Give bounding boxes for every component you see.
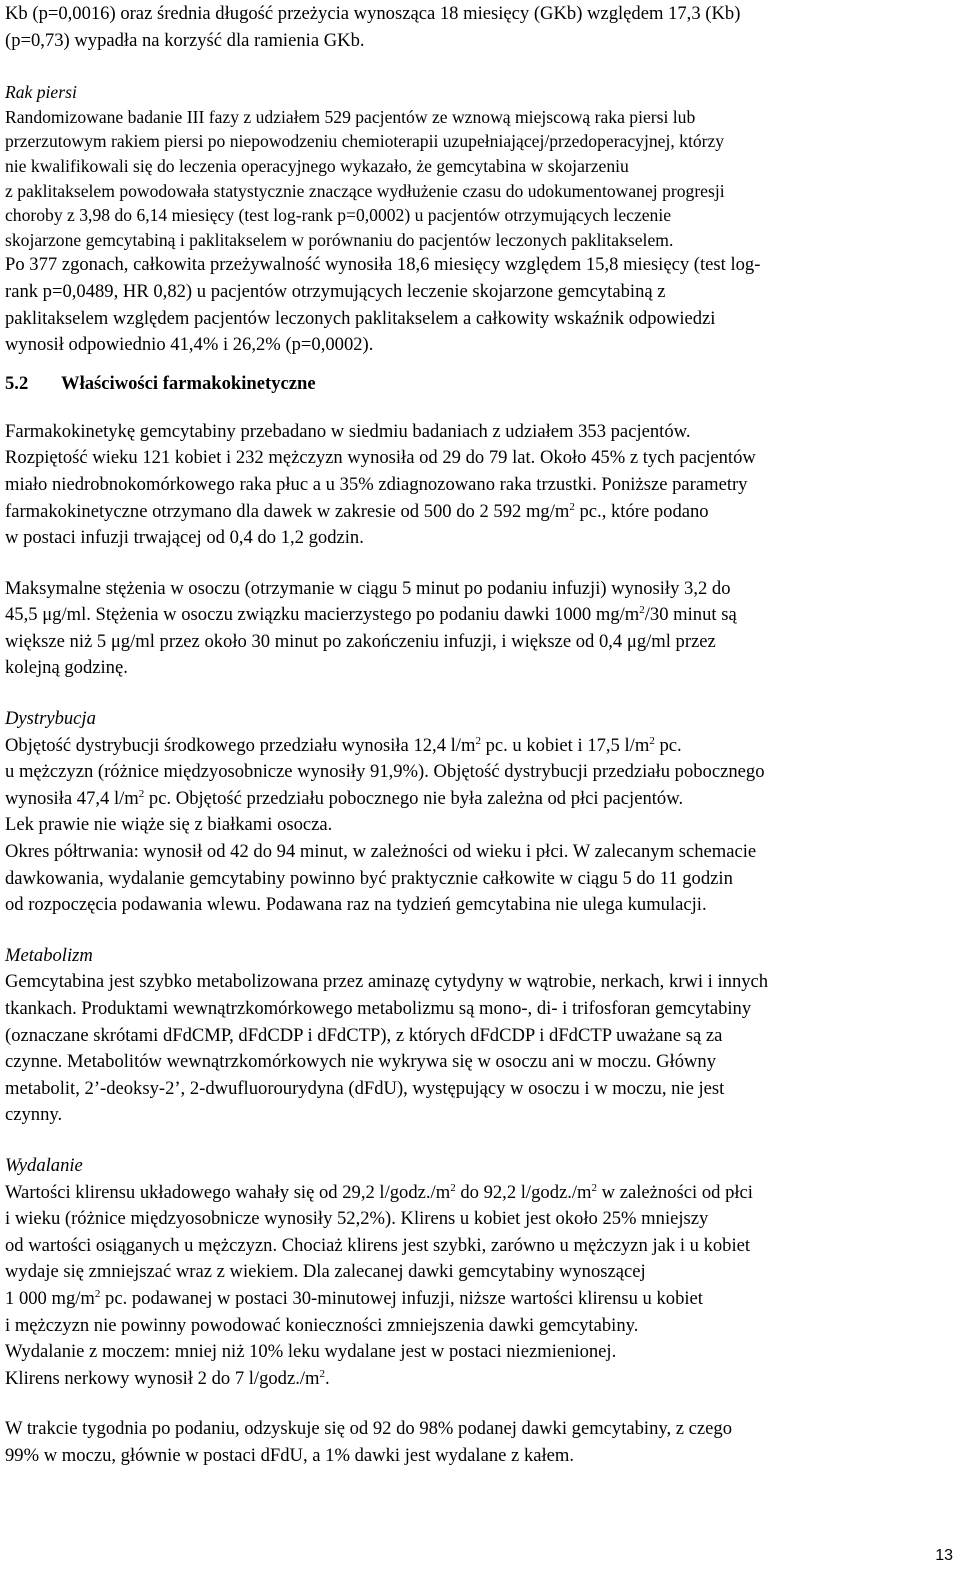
text-span: w zależności od płci — [597, 1181, 753, 1203]
text-line: (oznaczane skrótami dFdCMP, dFdCDP i dFdCTP), z których dFdCDP i dFdCTP uważane są za — [5, 1024, 723, 1046]
text-line: Po 377 zgonach, całkowita przeżywalność wynosiła 18,6 miesięcy względem 15,8 miesięcy (test log- — [5, 254, 761, 276]
superscript: 2 — [319, 1367, 326, 1380]
text-line — [5, 499, 953, 526]
final-paragraph — [5, 1416, 953, 1469]
text-span: pc. — [654, 734, 682, 756]
text-span: 45,5 μg/ml. Stężenia w osoczu związku macierzystego po podaniu dawki 1000 mg/m — [5, 604, 640, 626]
pk-intro-paragraph — [5, 419, 953, 552]
text-line: (p=0,73) wypadła na korzyść dla ramienia GKb. — [5, 29, 365, 51]
text-span: 1 000 mg/m — [5, 1287, 95, 1309]
text-line — [5, 786, 953, 813]
section-subtitle: Metabolizm — [5, 944, 93, 966]
text-line: od rozpoczęcia podawania wlewu. Podawana raz na tydzień gemcytabina nie ulega kumulacji. — [5, 894, 707, 916]
text-line: miało niedrobnokomórkowego raka płuc a u 35% zdiagnozowano raka trzustki. Poniższe parametry — [5, 473, 748, 495]
text-line: paklitakselem względem pacjentów leczonych paklitakselem a całkowity wskaźnik odpowiedzi — [5, 307, 716, 329]
text-line: metabolit, 2’-deoksy-2’, 2-dwufluorourydyna (dFdU), występujący w osoczu i w moczu, nie jest — [5, 1077, 725, 1099]
text-line: Lek prawie nie wiąże się z białkami osocza. — [5, 814, 333, 836]
text-span: pc. podawanej w postaci 30-minutowej infuzji, niższe wartości klirensu u kobiet — [100, 1287, 703, 1309]
text-line: 99% w moczu, głównie w postaci dFdU, a 1% dawki jest wydalane z kałem. — [5, 1444, 575, 1466]
text-line: przerzutowym rakiem piersi po niepowodzeniu chemioterapii uzupełniającej/przedoperacyjnej, którzy — [5, 131, 725, 152]
elimination-section — [5, 1153, 953, 1392]
superscript: 2 — [138, 787, 145, 800]
text-span: Klirens nerkowy wynosił 2 do 7 l/godz./m — [5, 1367, 320, 1389]
text-line: skojarzone gemcytabiną i paklitakselem w porównaniu do pacjentów leczonych paklitakselem. — [5, 229, 674, 250]
text-line: Farmakokinetykę gemcytabiny przebadano w siedmiu badaniach z udziałem 353 pacjentów. — [5, 420, 691, 442]
document-page — [5, 0, 953, 1470]
text-line — [5, 1180, 953, 1207]
text-span: wynosiła 47,4 l/m — [5, 787, 139, 809]
text-span: . — [325, 1367, 330, 1389]
text-span: do 92,2 l/godz./m — [455, 1181, 592, 1203]
section-subtitle: Rak piersi — [5, 82, 77, 103]
text-line: kolejną godzinę. — [5, 657, 128, 679]
metabolism-section — [5, 943, 953, 1129]
text-span: farmakokinetyczne otrzymano dla dawek w zakresie od 500 do 2 592 mg/m — [5, 500, 570, 522]
text-line: większe niż 5 μg/ml przez około 30 minut po zakończeniu infuzji, i większe od 0,4 μg/ml przez — [5, 630, 716, 652]
text-line: nie kwalifikowali się do leczenia operacyjnego wykazało, że gemcytabina w skojarzeniu — [5, 155, 629, 176]
text-line — [5, 733, 953, 760]
superscript: 2 — [475, 734, 481, 747]
text-line: Randomizowane badanie III fazy z udziałem 529 pacjentów ze wznową miejscową raka piersi lub — [5, 106, 696, 127]
text-line: Maksymalne stężenia w osoczu (otrzymanie w ciągu 5 minut po podaniu infuzji) wynosiły 3,2 do — [5, 577, 731, 599]
text-line: Wydalanie z moczem: mniej niż 10% leku wydalane jest w postaci niezmienionej. — [5, 1341, 617, 1363]
section-title: Właściwości farmakokinetyczne — [61, 372, 316, 394]
text-line: choroby z 3,98 do 6,14 miesięcy (test log-rank p=0,0002) u pacjentów otrzymujących leczenie — [5, 205, 672, 226]
text-line: w postaci infuzji trwającej od 0,4 do 1,2 godzin. — [5, 527, 364, 549]
text-line: czynne. Metabolitów wewnątrzkomórkowych nie wykrywa się w osoczu ani w moczu. Główny — [5, 1051, 717, 1073]
text-line: wydaje się zmniejszać wraz z wiekiem. Dla zalecanej dawki gemcytabiny wynoszącej — [5, 1261, 646, 1283]
text-line: dawkowania, wydalanie gemcytabiny powinno być praktycznie całkowite w ciągu 5 do 11 godzin — [5, 867, 733, 889]
text-line — [5, 1286, 953, 1313]
text-line: u mężczyzn (różnice międzyosobnicze wynosiły 91,9%). Objętość dystrybucji przedziału pobocznego — [5, 761, 765, 783]
text-line: Okres półtrwania: wynosił od 42 do 94 minut, w zależności od wieku i płci. W zalecanym schemacie — [5, 841, 757, 863]
text-line: wynosił odpowiednio 41,4% i 26,2% (p=0,0002). — [5, 334, 374, 356]
superscript: 2 — [649, 734, 655, 747]
section-number: 5.2 — [5, 372, 29, 394]
superscript: 2 — [591, 1181, 598, 1194]
superscript: 2 — [94, 1287, 101, 1300]
text-line: Gemcytabina jest szybko metabolizowana przez aminazę cytydyny w wątrobie, nerkach, krwi i innych — [5, 971, 769, 993]
distribution-section — [5, 706, 953, 919]
text-line: Kb (p=0,0016) oraz średnia długość przeżycia wynosząca 18 miesięcy (GKb) względem 17,3 (Kb) — [5, 3, 741, 24]
section-subtitle: Dystrybucja — [5, 708, 96, 730]
text-line: od wartości osiąganych u mężczyzn. Chociaż klirens jest szybki, zarówno u mężczyzn jak i u kobiet — [5, 1234, 751, 1256]
text-span: Wartości klirensu układowego wahały się od 29,2 l/godz./m — [5, 1181, 451, 1203]
text-line: Rozpiętość wieku 121 kobiet i 232 mężczyzn wynosiła od 29 do 79 lat. Około 45% z tych pacjentów — [5, 447, 756, 469]
text-line: z paklitakselem powodowała statystycznie znaczące wydłużenie czasu do udokumentowanej progresji — [5, 180, 725, 201]
text-span: Objętość dystrybucji środkowego przedziału wynosiła 12,4 l/m — [5, 734, 476, 756]
page-number: 13 — [935, 1547, 953, 1564]
superscript: 2 — [450, 1181, 456, 1194]
text-span: pc. u kobiet i 17,5 l/m — [480, 734, 650, 756]
breast-cancer-section — [5, 80, 953, 252]
text-line: rank p=0,0489, HR 0,82) u pacjentów otrzymujących leczenie skojarzone gemcytabiną z — [5, 280, 666, 302]
breast-cancer-survival — [5, 252, 953, 358]
text-line: czynny. — [5, 1104, 63, 1126]
text-line — [5, 1366, 953, 1393]
text-span: /30 minut są — [644, 604, 737, 626]
concentrations-paragraph — [5, 576, 953, 682]
superscript: 2 — [639, 604, 645, 617]
section-heading — [5, 371, 953, 397]
text-span: pc. Objętość przedziału pobocznego nie była zależna od płci pacjentów. — [144, 787, 684, 809]
text-line: tkankach. Produktami wewnątrzkomórkowego metabolizmu są mono-, di- i trifosforan gemcytabiny — [5, 998, 752, 1019]
text-line: i mężczyzn nie powinny powodować konieczności zmniejszenia dawki gemcytabiny. — [5, 1314, 639, 1336]
text-line: W trakcie tygodnia po podaniu, odzyskuje się od 92 do 98% podanej dawki gemcytabiny, z czego — [5, 1418, 733, 1440]
section-subtitle: Wydalanie — [5, 1154, 83, 1176]
text-line — [5, 602, 953, 629]
superscript: 2 — [569, 500, 575, 513]
intro-paragraph — [5, 1, 953, 54]
text-span: pc., które podano — [574, 500, 709, 522]
text-line: i wieku (różnice międzyosobnicze wynosiły 52,2%). Klirens u kobiet jest około 25% mniejszy — [5, 1208, 709, 1230]
